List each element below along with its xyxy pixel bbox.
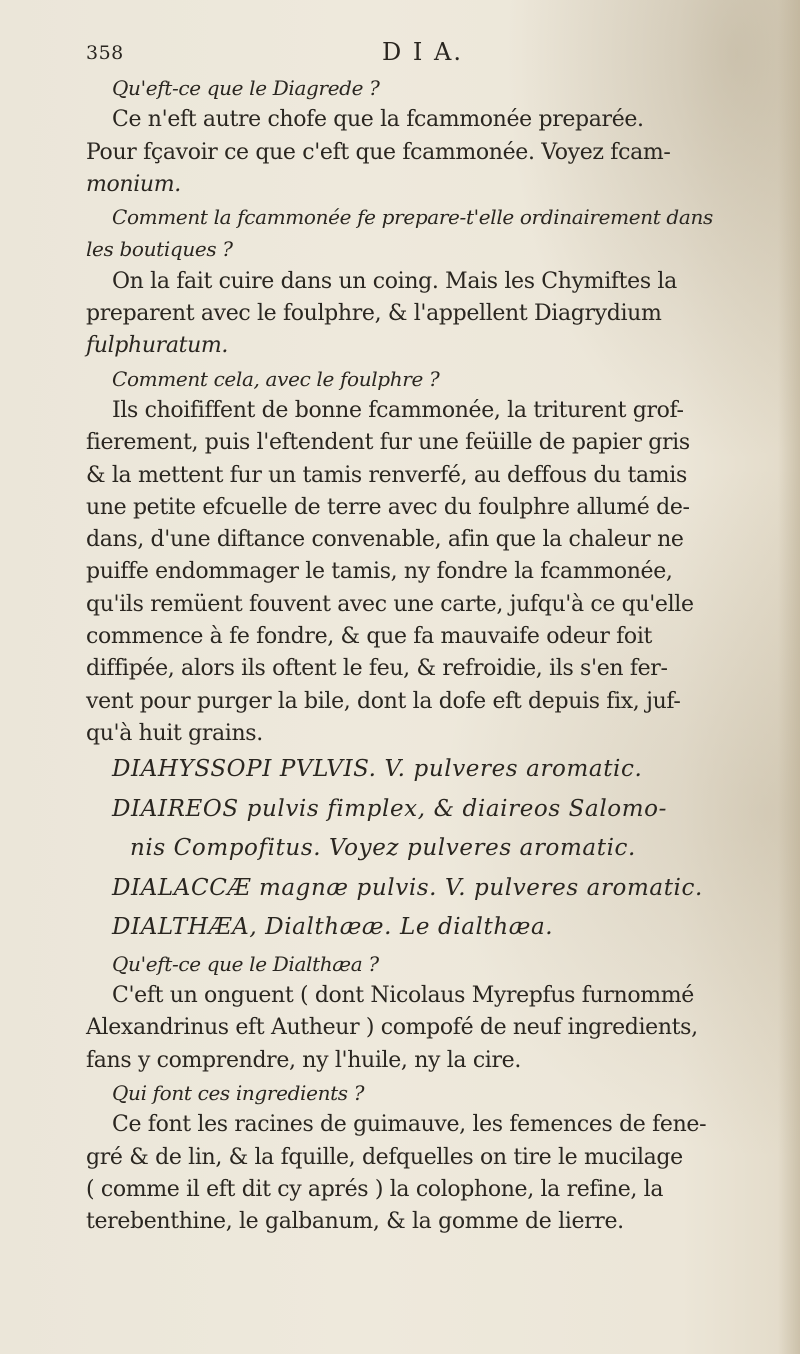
entry-heading: nis Compofitus. Voyez pulveres aromatic.: [130, 835, 636, 862]
text-line: preparent avec le foulphre, & l'appellent Diagrydium: [86, 301, 662, 327]
text-line: vent pour purger la bile, dont la dofe eft depuis fix, juf-: [86, 688, 681, 714]
text-line: Qu'eft-ce que le Diagrede ?: [112, 76, 380, 100]
text-line: diffipée, alors ils oftent le feu, & refroidie, ils s'en fer-: [86, 656, 668, 682]
text-line: fierement, puis l'eftendent fur une feüille de papier gris: [86, 430, 690, 456]
text-line: Qu'eft-ce que le Dialthæa ?: [112, 951, 379, 976]
page-edge-shadow: [778, 0, 800, 1354]
text-line: Comment cela, avec le foulphre ?: [112, 366, 440, 391]
entry-heading: DIAHYSSOPI PVLVIS. V. pulveres aromatic.: [112, 756, 643, 783]
text-line: qu'ils remüent fouvent avec une carte, jufqu'à ce qu'elle: [86, 591, 694, 617]
text-line: terebenthine, le galbanum, & la gomme de lierre.: [86, 1209, 624, 1235]
text-line: Comment la fcammonée fe prepare-t'elle ordinairement dans: [112, 205, 713, 230]
text-line: gré & de lin, & la fquille, defquelles on tire le mucilage: [86, 1144, 683, 1170]
entry-heading: DIALTHÆA, Dialthææ. Le dialthæa.: [112, 914, 554, 941]
text-line: puiffe endommager le tamis, ny fondre la fcammonée,: [86, 559, 673, 585]
text-line: Ils choififfent de bonne fcammonée, la triturent grof-: [112, 397, 684, 423]
text-line: Qui font ces ingredients ?: [112, 1080, 365, 1105]
text-line: monium.: [86, 171, 181, 197]
text-line: Ce font les racines de guimauve, les femences de fene-: [112, 1112, 707, 1138]
text-line: ( comme il eft dit cy aprés ) la colophone, la refine, la: [86, 1176, 664, 1202]
diagrede-section: [86, 72, 776, 750]
text-line: commence à fe fondre, & que fa mauvaife odeur foit: [86, 624, 653, 650]
text-line: fans y comprendre, ny l'huile, ny la cire.: [86, 1047, 521, 1073]
running-head: D I A.: [382, 38, 463, 66]
dialthaea-section: [86, 948, 776, 1239]
text-line: & la mettent fur un tamis renverfé, au deffous du tamis: [86, 462, 687, 488]
text-line: Ce n'eft autre chofe que la fcammonée preparée.: [112, 107, 644, 133]
page-body: [86, 72, 776, 1238]
dictionary-entries: [86, 750, 776, 948]
text-line: dans, d'une diftance convenable, afin que la chaleur ne: [86, 527, 684, 553]
text-line: les boutiques ?: [86, 237, 233, 262]
text-line: On la fait cuire dans un coing. Mais les Chymiftes la: [112, 268, 677, 294]
text-line: fulphuratum.: [86, 333, 229, 359]
page-header: [86, 38, 646, 68]
text-line: une petite efcuelle de terre avec du foulphre allumé de-: [86, 494, 690, 520]
text-line: qu'à huit grains.: [86, 720, 263, 746]
entry-heading: DIAIREOS pulvis fimplex, & diaireos Salomo-: [112, 795, 667, 822]
page-number: 358: [86, 42, 124, 64]
text-line: Alexandrinus eft Autheur ) compofé de neuf ingredients,: [86, 1015, 698, 1041]
text-line: C'eft un onguent ( dont Nicolaus Myrepfus furnommé: [112, 983, 694, 1009]
entry-heading: DIALACCÆ magnæ pulvis. V. pulveres aromatic.: [112, 874, 703, 901]
text-line: Pour fçavoir ce que c'eft que fcammonée. Voyez fcam-: [86, 139, 671, 165]
